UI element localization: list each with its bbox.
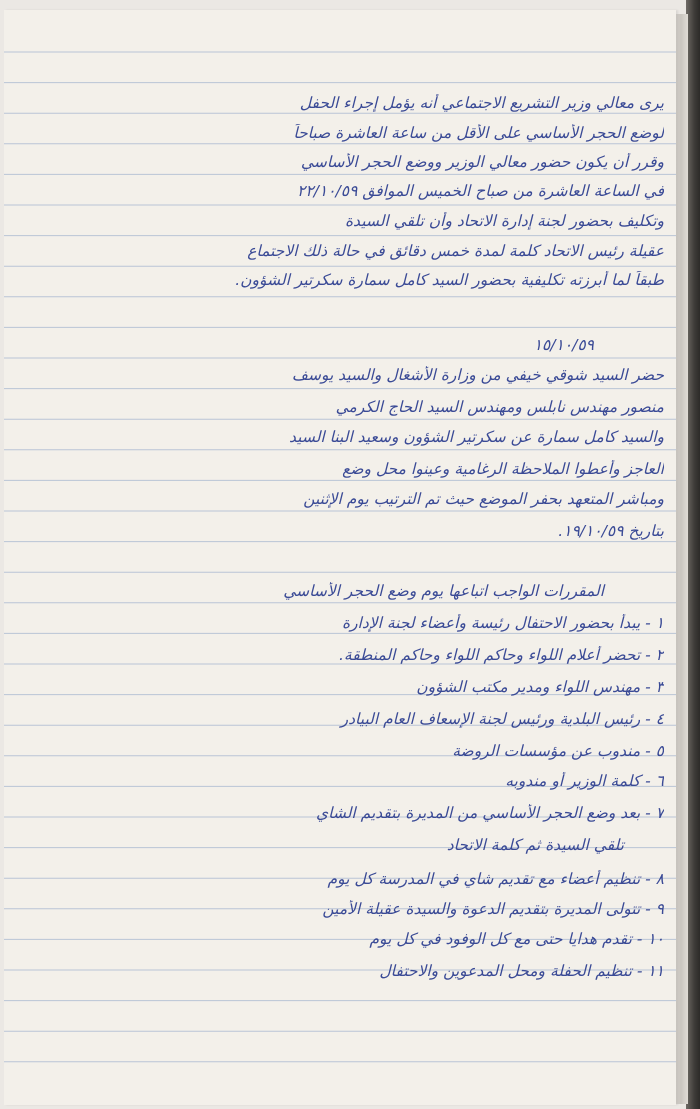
paragraph-1-line-5: وتكليف بحضور لجنة إدارة الاتحاد وأن تلقي السيدة	[344, 212, 664, 230]
list-item: ٦ - كلمة الوزير أو مندوبه	[505, 772, 664, 790]
list-item: ٥ - مندوب عن مؤسسات الروضة	[452, 742, 664, 760]
paragraph-1-line-1: يرى معالي وزير التشريع الاجتماعي أنه يؤمل إجراء الحفل	[299, 94, 664, 112]
list-item: ٨ - تنظيم أعضاء مع تقديم شاي في المدرسة كل يوم	[327, 870, 664, 888]
paragraph-2-line-2: منصور مهندس نابلس ومهندس السيد الحاج الكرمي	[335, 398, 664, 416]
paragraph-2-line-1: حضر السيد شوقي خيفي من وزارة الأشغال والسيد يوسف	[291, 366, 664, 384]
list-title: المقررات الواجب اتباعها يوم وضع الحجر الأساسي	[283, 582, 604, 600]
list-item: ١٠ - تقدم هدايا حتى مع كل الوفود في كل يوم	[369, 930, 664, 948]
paragraph-2-line-6: بتاريخ ١٩/١٠/٥٩.	[558, 522, 664, 540]
paragraph-1-line-3: وقرر أن يكون حضور معالي الوزير ووضع الحجر الأساسي	[300, 153, 664, 171]
notebook-back-cover	[686, 0, 700, 1109]
list-item: ٤ - رئيس البلدية ورئيس لجنة الإسعاف العام البيادر	[340, 710, 664, 728]
list-item: ١١ - تنظيم الحفلة ومحل المدعوين والاحتفال	[379, 962, 664, 980]
list-item: ٧ - بعد وضع الحجر الأساسي من المديرة بتقديم الشاي	[316, 804, 664, 822]
paragraph-1-line-4: في الساعة العاشرة من صباح الخميس الموافق ٢٢/١٠/٥٩	[297, 182, 664, 200]
paragraph-1-line-2: لوضع الحجر الأساسي على الأقل من ساعة العاشرة صباحاً	[293, 124, 664, 142]
list-item: ١ - يبدأ بحضور الاحتفال رئيسة وأعضاء لجنة الإدارة	[341, 614, 664, 632]
paragraph-2-line-4: العاجز وأعطوا الملاحظة الرغامية وعينوا محل وضع	[342, 460, 664, 478]
entry-date: ١٥/١٠/٥٩	[533, 336, 594, 354]
notebook-page	[4, 10, 676, 1105]
list-item: ٩ - تتولى المديرة بتقديم الدعوة والسيدة عقيلة الأمين	[322, 900, 664, 918]
list-item: ٢ - تحضر أعلام اللواء وحاكم اللواء وحاكم المنطقة.	[338, 646, 664, 664]
paragraph-2-line-5: ومباشر المتعهد بحفر الموضع حيث تم الترتيب يوم الإثنين	[303, 490, 664, 508]
list-item: ٣ - مهندس اللواء ومدير مكتب الشؤون	[416, 678, 664, 696]
paragraph-1-line-6: عقيلة رئيس الاتحاد كلمة لمدة خمس دقائق في حالة ذلك الاجتماع	[247, 242, 664, 260]
list-item: تلقي السيدة ثم كلمة الاتحاد	[446, 836, 624, 854]
paragraph-1-line-7: طبقاً لما أبرزته تكليفية بحضور السيد كامل سمارة سكرتير الشؤون.	[235, 271, 664, 289]
paragraph-2-line-3: والسيد كامل سمارة عن سكرتير الشؤون وسعيد البنا السيد	[289, 428, 664, 446]
page-stack-edge	[676, 14, 688, 1104]
